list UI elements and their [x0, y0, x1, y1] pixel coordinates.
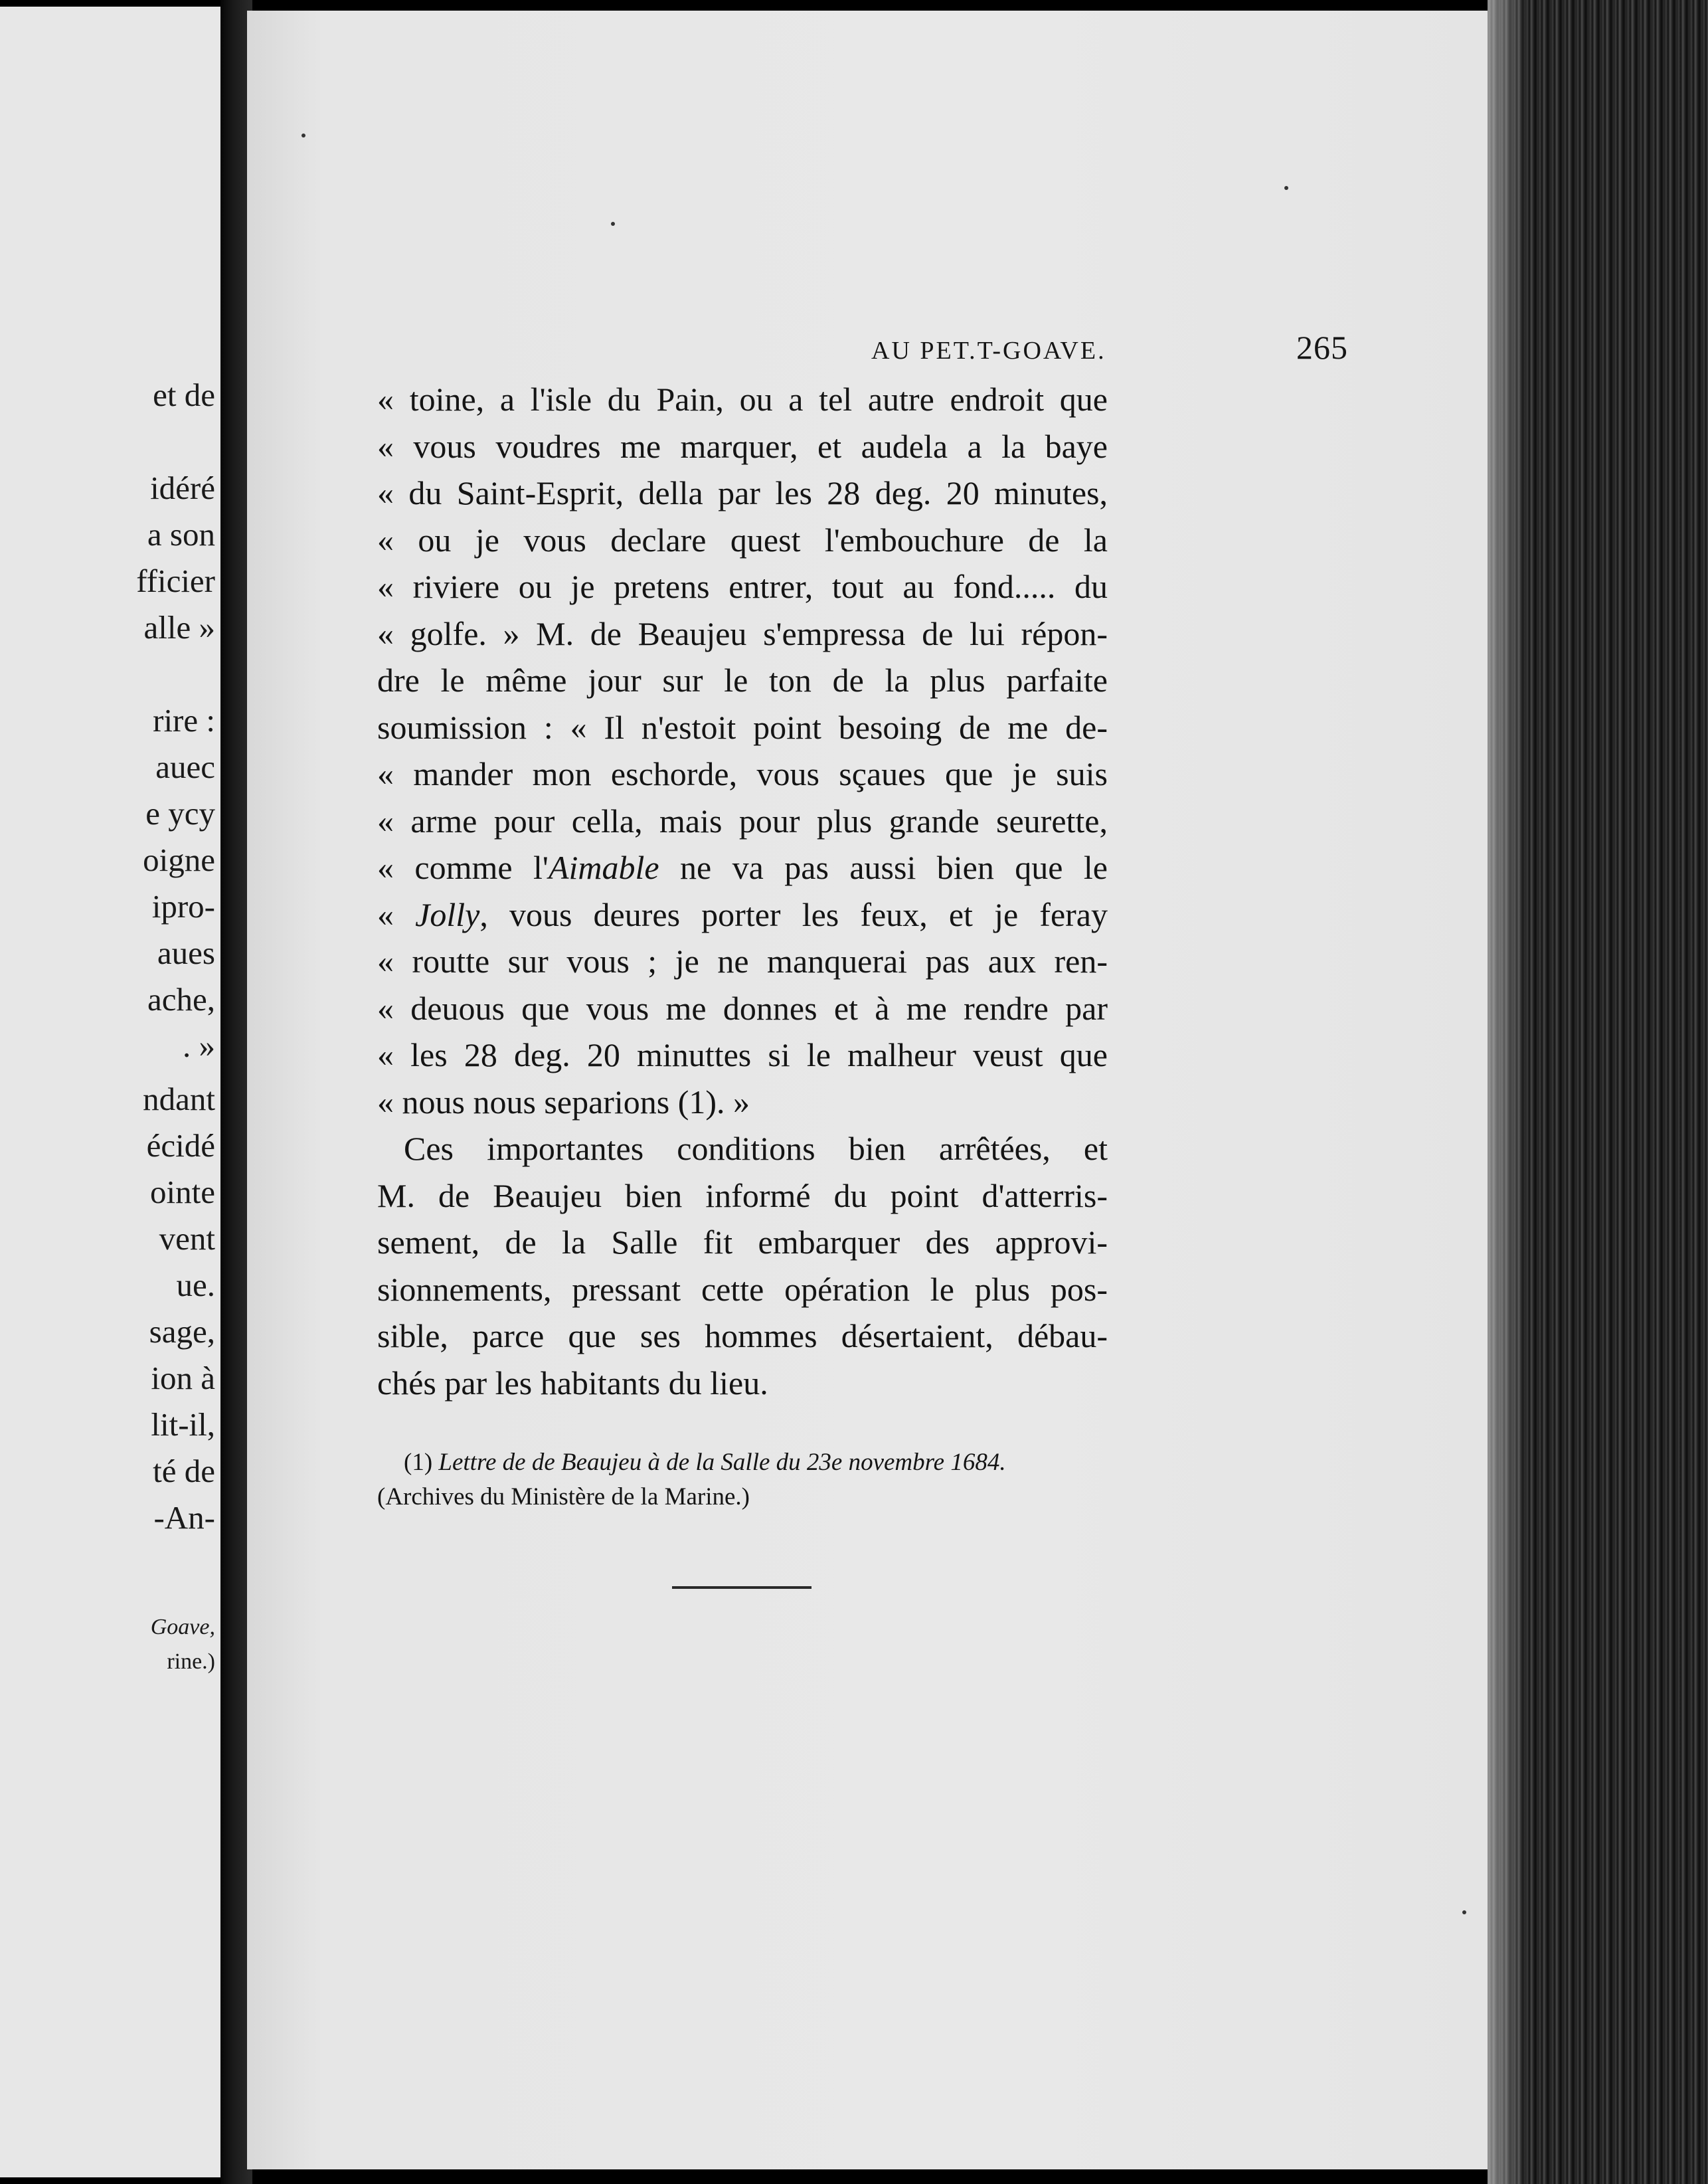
- left-page-line: ue.: [176, 1267, 215, 1303]
- body-line: M. de Beaujeu bien informé du point d'atterris-: [377, 1176, 1108, 1214]
- body-line: soumission : « Il n'estoit point besoing de me de-: [377, 708, 1108, 746]
- body-line: « Jolly, vous deures porter les feux, et je feray: [377, 895, 1108, 933]
- body-line: Ces importantes conditions bien arrêtées, et: [404, 1130, 1108, 1167]
- paper-speck: [301, 134, 305, 137]
- left-facing-page: [0, 7, 220, 2177]
- page-edge-stack: [1488, 0, 1708, 2184]
- body-line: sement, de la Salle fit embarquer des approvi-: [377, 1224, 1108, 1261]
- left-page-line: fficier: [136, 563, 215, 599]
- left-page-line: ion à: [151, 1360, 215, 1396]
- body-line: « routte sur vous ; je ne manquerai pas aux ren-: [377, 943, 1108, 980]
- body-line: « les 28 deg. 20 minuttes si le malheur veust que: [377, 1036, 1108, 1073]
- left-page-line: vent: [159, 1220, 215, 1257]
- left-page-line: ointe: [150, 1174, 215, 1210]
- body-line: « nous nous separions (1). »: [377, 1083, 750, 1121]
- body-line: sionnements, pressant cette opération le plus pos-: [377, 1270, 1108, 1308]
- body-line: sible, parce que ses hommes désertaient, débau-: [377, 1317, 1108, 1354]
- left-page-line: rire :: [153, 702, 215, 739]
- body-line: « vous voudres me marquer, et audela a la baye: [377, 427, 1108, 465]
- body-line: chés par les habitants du lieu.: [377, 1364, 768, 1402]
- left-page-line: écidé: [146, 1127, 215, 1164]
- left-page-line: ache,: [147, 981, 215, 1018]
- paper-speck: [1462, 1910, 1466, 1914]
- body-line: « du Saint-Esprit, della par les 28 deg. 20 minutes,: [377, 474, 1108, 511]
- paper-speck: [1284, 186, 1288, 190]
- footnote-line-2: (Archives du Ministère de la Marine.): [377, 1483, 750, 1510]
- body-line: « arme pour cella, mais pour plus grande seurette,: [377, 802, 1108, 840]
- left-page-note-line: Goave,: [150, 1615, 215, 1639]
- body-line: dre le même jour sur le ton de la plus parfaite: [377, 662, 1108, 699]
- left-page-line: té de: [153, 1453, 215, 1489]
- left-page-line: alle »: [143, 609, 215, 646]
- left-page-line: oigne: [143, 842, 215, 878]
- section-separator-rule: [672, 1586, 811, 1589]
- left-page-line: et de: [153, 377, 215, 413]
- body-line: « golfe. » M. de Beaujeu s'empressa de lui répon-: [377, 614, 1108, 652]
- left-page-line: sage,: [149, 1313, 215, 1350]
- paper-speck: [611, 222, 615, 226]
- left-page-line: auec: [155, 749, 215, 785]
- body-line: « ou je vous declare quest l'embouchure de la: [377, 521, 1108, 559]
- left-page-line: ndant: [143, 1081, 215, 1117]
- body-line: « comme l'Aimable ne va pas aussi bien que le: [377, 849, 1108, 886]
- page-content: [247, 11, 1517, 2169]
- left-page-line: aues: [157, 935, 215, 971]
- left-page-line: -An-: [153, 1499, 215, 1536]
- left-page-line: . »: [183, 1028, 215, 1064]
- left-page-line: a son: [147, 516, 215, 553]
- left-page-line: idéré: [150, 470, 215, 506]
- running-title: AU PET.T-GOAVE.: [871, 337, 1106, 365]
- body-line: « mander mon eschorde, vous sçaues que je suis: [377, 755, 1108, 792]
- left-page-line: ipro-: [151, 888, 215, 925]
- left-page-line: e ycy: [145, 795, 215, 832]
- body-line: « riviere ou je pretens entrer, tout au fond..... du: [377, 568, 1108, 605]
- left-page-note-line: rine.): [167, 1649, 215, 1674]
- body-line: « deuous que vous me donnes et à me rendre par: [377, 989, 1108, 1027]
- footnote-line-1: (1) Lettre de de Beaujeu à de la Salle du 23e novembre 1684.: [404, 1449, 1006, 1476]
- body-line: « toine, a l'isle du Pain, ou a tel autre endroit que: [377, 381, 1108, 418]
- left-page-line: lit-il,: [151, 1406, 215, 1443]
- page-number: 265: [1296, 329, 1348, 366]
- right-page: [247, 11, 1517, 2169]
